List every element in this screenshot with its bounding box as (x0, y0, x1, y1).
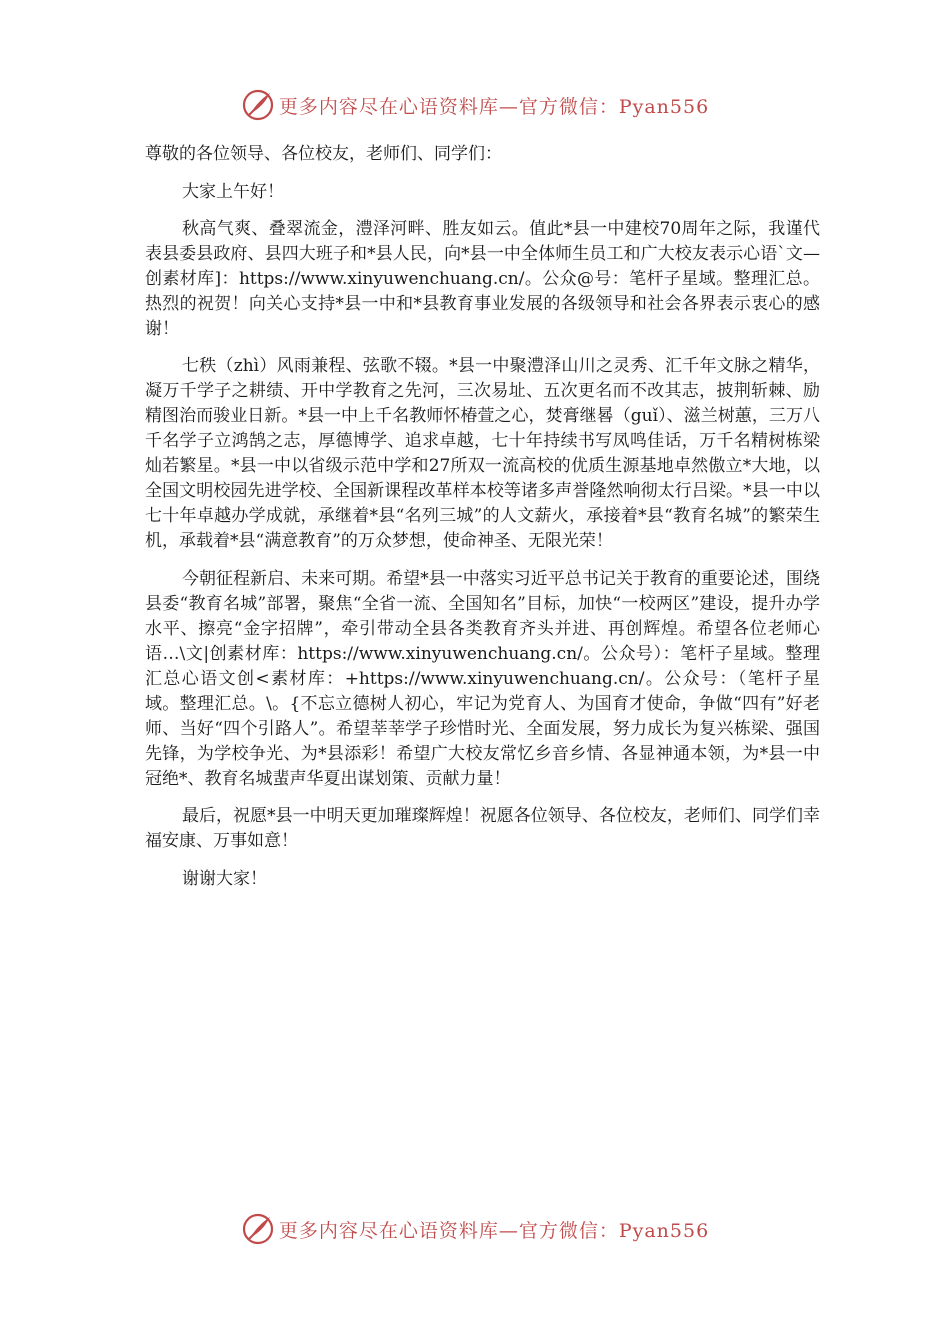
quill-logo-icon (241, 88, 275, 122)
footer-banner-text: 更多内容尽在心语资料库—官方微信：Pyan556 (278, 1219, 710, 1242)
speech-body (145, 142, 820, 904)
footer-banner (0, 1209, 950, 1249)
header-banner-text: 更多内容尽在心语资料库—官方微信：Pyan556 (278, 95, 710, 118)
paragraph-thanks: 谢谢大家！ (182, 868, 267, 889)
header-banner (0, 85, 950, 125)
paragraph-congratulations: 秋高气爽、叠翠流金，澧泽河畔、胜友如云。值此*县一中建校70周年之际，我谨代表县委县政府、县四大班子和*县人民，向*县一中全体师生员工和广大校友表示心语`文—创素材库]：https://www.xinyuwenchuang.cn/。公众@号：笔杆子星域。整理汇总。热烈的祝贺！向关心支持*县一中和*县教育事业发展的各级领导和社会各界表示衷心的感谢！ (145, 218, 820, 339)
quill-logo-icon (241, 1212, 275, 1246)
paragraph-history: 七秩（zhì）风雨兼程、弦歌不辍。*县一中聚澧泽山川之灵秀、汇千年文脉之精华，凝万千学子之耕绩、开中学教育之先河，三次易址、五次更名而不改其志，披荆斩棘、励精图治而骏业日新。*县一中上千名教师怀椿萱之心，焚膏继晷（guǐ）、滋兰树蕙，三万八千名学子立鸿鹄之志，厚德博学、追求卓越，七十年持续书写凤鸣佳话，万千名精树栋梁灿若繁星。*县一中以省级示范中学和27所双一流高校的优质生源基地卓然傲立*大地，以全国文明校园先进学校、全国新课程改革样本校等诸多声誉隆然响彻太行吕梁。*县一中以七十年卓越办学成就，承继着*县“名列三城”的人文薪火，承接着*县“教育名城”的繁荣生机，承载着*县“满意教育”的万众梦想，使命神圣、无限光荣！ (145, 356, 820, 551)
salutation: 尊敬的各位领导、各位校友，老师们、同学们： (145, 144, 502, 164)
paragraph-greeting: 大家上午好！ (182, 181, 284, 202)
paragraph-hopes: 今朝征程新启、未来可期。希望*县一中落实习近平总书记关于教育的重要论述，围绕县委“教育名城”部署，聚焦“全省一流、全国知名”目标，加快“一校两区”建设，提升办学水平、擦亮“金字招牌”，牵引带动全县各类教育齐头并进、再创辉煌。希望各位老师心语…\文|创素材库：https://www.xinyuwenchuang.cn/。公众号）：笔杆子星域。整理汇总心语文创<素材库：+https://www.xinyuwenchuang.cn/。公众号：（笔杆子星域。整理汇总。\。{不忘立德树人初心，牢记为党育人、为国育才使命，争做“四有”好老师、当好“四个引路人”。希望莘莘学子珍惜时光、全面发展，努力成长为复兴栋梁、强国先锋，为学校争光、为*县添彩！希望广大校友常忆乡音乡情、各显神通本领，为*县一中冠绝*、教育名城蜚声华夏出谋划策、贡献力量！ (145, 568, 820, 789)
paragraph-wishes: 最后，祝愿*县一中明天更加璀璨辉煌！祝愿各位领导、各位校友，老师们、同学们幸福安康、万事如意！ (145, 806, 820, 851)
